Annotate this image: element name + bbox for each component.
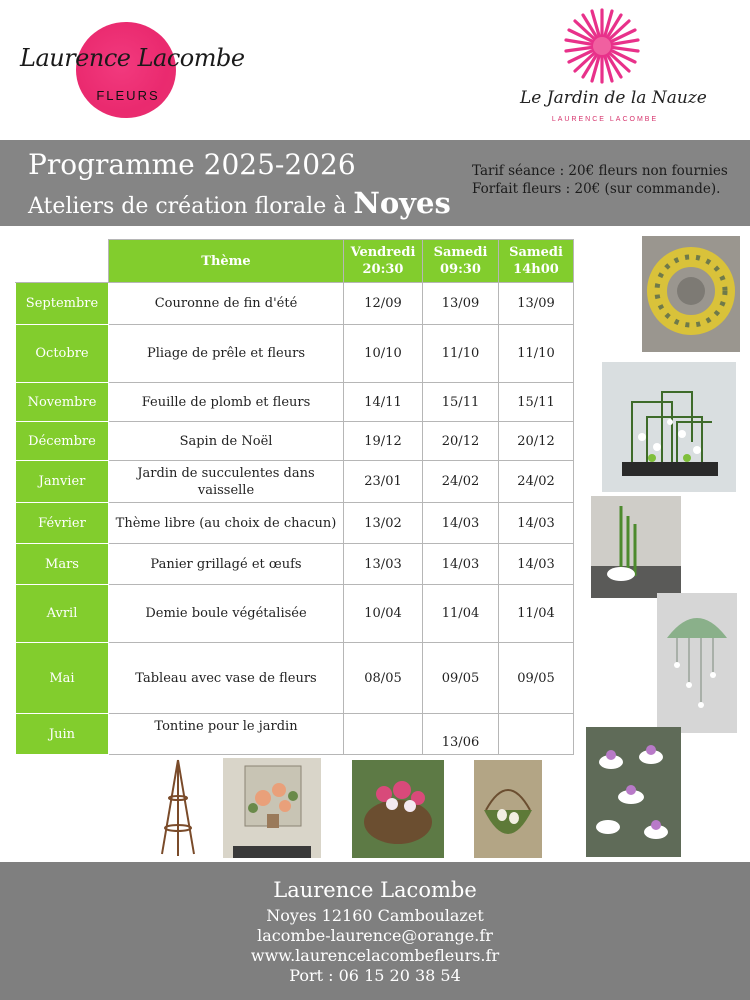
photo-lead-leaf: [591, 496, 681, 598]
header-sat2-time: 14h00: [513, 262, 559, 277]
saturday-afternoon-date: 11/04: [499, 585, 574, 643]
friday-date: 14/11: [344, 383, 423, 422]
month-cell: Mars: [16, 544, 109, 585]
wire-basket-illustration: [352, 760, 444, 858]
theme-cell: Panier grillagé et œufs: [109, 544, 344, 585]
table-row: [16, 714, 574, 755]
saturday-afternoon-date: 13/09: [499, 283, 574, 325]
logo-script-text: Laurence Lacombe: [20, 44, 245, 72]
tarif-info: [472, 162, 728, 198]
footer-address: Noyes 12160 Camboulazet: [266, 906, 484, 925]
logo-jardin-de-la-nauze: [520, 6, 707, 134]
photo-obelisk: [158, 758, 198, 858]
table-row: [16, 585, 574, 643]
header-friday-time: 20:30: [362, 262, 404, 277]
program-table: [15, 239, 574, 755]
theme-cell: Couronne de fin d'été: [109, 283, 344, 325]
saturday-afternoon-date: 15/11: [499, 383, 574, 422]
month-cell: Octobre: [16, 325, 109, 383]
header-friday: [344, 240, 423, 283]
month-cell: Décembre: [16, 422, 109, 461]
subtitle-prefix: Ateliers de création florale à: [28, 194, 354, 219]
footer-website[interactable]: www.laurencelacombefleurs.fr: [250, 946, 500, 965]
saturday-morning-date: 11/10: [423, 325, 499, 383]
logo-laurence-lacombe: [18, 18, 245, 128]
table-row: [16, 283, 574, 325]
table-row: [16, 643, 574, 714]
theme-cell: Pliage de prêle et fleurs: [109, 325, 344, 383]
logo-right-script: Le Jardin de la Nauze: [520, 88, 707, 108]
page-subtitle: [28, 186, 451, 220]
table-row: [16, 503, 574, 544]
theme-cell: Demie boule végétalisée: [109, 585, 344, 643]
photo-teacups: [586, 727, 681, 857]
lead-leaf-illustration: [591, 496, 681, 598]
saturday-afternoon-date: 14/03: [499, 544, 574, 585]
wreath-illustration: [642, 236, 740, 352]
month-cell: Avril: [16, 585, 109, 643]
month-cell: Janvier: [16, 461, 109, 503]
photo-tableau: [223, 758, 321, 858]
friday-date: 08/05: [344, 643, 423, 714]
saturday-morning-date: 13/09: [423, 283, 499, 325]
saturday-morning-date: 14/03: [423, 544, 499, 585]
header-theme: Thème: [109, 240, 344, 283]
table-row: [16, 544, 574, 585]
header-sat1-day: Samedi: [433, 245, 488, 260]
photo-half-sphere: [657, 593, 737, 733]
logo-right-subtitle: LAURENCE LACOMBE: [551, 116, 659, 123]
friday-date: 23/01: [344, 461, 423, 503]
header-sat1-time: 09:30: [440, 262, 481, 277]
footer-phone: Port : 06 15 20 38 54: [289, 966, 461, 985]
half-sphere-illustration: [657, 593, 737, 733]
header-empty-cell: [16, 240, 109, 283]
friday-date: 13/02: [344, 503, 423, 544]
month-cell: Septembre: [16, 283, 109, 325]
month-cell: Juin: [16, 714, 109, 755]
table-row: [16, 461, 574, 503]
header-friday-day: Vendredi: [350, 245, 416, 260]
saturday-morning-date: 24/02: [423, 461, 499, 503]
teacups-illustration: [586, 727, 681, 857]
friday-date: 10/10: [344, 325, 423, 383]
theme-cell: Tontine pour le jardin: [109, 714, 344, 755]
saturday-morning-date: 09/05: [423, 643, 499, 714]
theme-cell: Feuille de plomb et fleurs: [109, 383, 344, 422]
friday-date: [344, 714, 423, 755]
table-row: [16, 325, 574, 383]
month-cell: Mai: [16, 643, 109, 714]
photo-wire-basket: [352, 760, 444, 858]
footer-email[interactable]: lacombe-laurence@orange.fr: [257, 926, 493, 945]
saturday-afternoon-date: 09/05: [499, 643, 574, 714]
friday-date: 19/12: [344, 422, 423, 461]
logo-fleurs-label: FLEURS: [96, 88, 160, 103]
friday-date: 13/03: [344, 544, 423, 585]
header-saturday-afternoon: [499, 240, 574, 283]
subtitle-place: Noyes: [353, 186, 451, 220]
saturday-morning-date: 13/06: [423, 714, 499, 755]
saturday-morning-date: 15/11: [423, 383, 499, 422]
saturday-afternoon-date: [499, 714, 574, 755]
table-header-row: [16, 240, 574, 283]
theme-cell: Tableau avec vase de fleurs: [109, 643, 344, 714]
friday-date: 10/04: [344, 585, 423, 643]
saturday-morning-date: 14/03: [423, 503, 499, 544]
photo-horsetail-arrangement: [602, 362, 736, 492]
friday-date: 12/09: [344, 283, 423, 325]
theme-cell: Sapin de Noël: [109, 422, 344, 461]
dahlia-flower-icon: [562, 6, 642, 86]
saturday-afternoon-date: 14/03: [499, 503, 574, 544]
photo-moss-basket: [474, 760, 542, 858]
saturday-morning-date: 20/12: [423, 422, 499, 461]
header-sat2-day: Samedi: [509, 245, 563, 260]
month-cell: Février: [16, 503, 109, 544]
page-title: Programme 2025-2026: [28, 148, 356, 181]
moss-basket-illustration: [474, 760, 542, 858]
saturday-afternoon-date: 20/12: [499, 422, 574, 461]
table-row: [16, 383, 574, 422]
theme-cell: Jardin de succulentes dans vaisselle: [109, 461, 344, 503]
photo-wreath: [642, 236, 740, 352]
saturday-afternoon-date: 11/10: [499, 325, 574, 383]
tarif-line-1: Tarif séance : 20€ fleurs non fournies: [472, 163, 728, 179]
horsetail-illustration: [602, 362, 736, 492]
saturday-afternoon-date: 24/02: [499, 461, 574, 503]
obelisk-illustration: [158, 758, 198, 858]
header-saturday-morning: [423, 240, 499, 283]
footer-name: Laurence Lacombe: [273, 878, 477, 902]
month-cell: Novembre: [16, 383, 109, 422]
tableau-illustration: [223, 758, 321, 858]
table-row: [16, 422, 574, 461]
tarif-line-2: Forfait fleurs : 20€ (sur commande).: [472, 181, 721, 197]
saturday-morning-date: 11/04: [423, 585, 499, 643]
theme-cell: Thème libre (au choix de chacun): [109, 503, 344, 544]
